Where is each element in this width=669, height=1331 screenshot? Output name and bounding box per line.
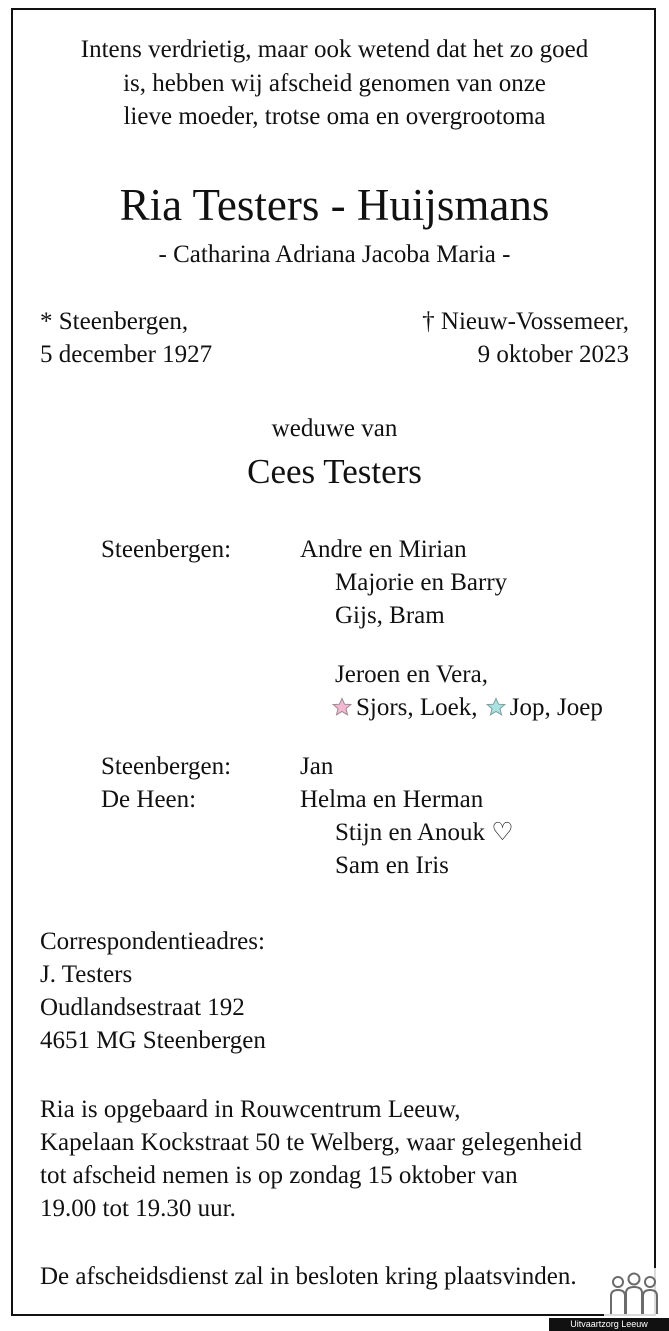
publisher-label: Uitvaartzorg Leeuw bbox=[549, 1318, 669, 1331]
viewing-line: 19.00 tot 19.30 uur. bbox=[40, 1195, 236, 1222]
intro-line: is, hebben wij afscheid genomen van onze bbox=[123, 69, 546, 97]
intro-line: lieve moeder, trotse oma en overgrootoma bbox=[123, 103, 546, 130]
family-grandchild: Jeroen en Vera, bbox=[335, 661, 488, 688]
family-grandchildren: Stijn en Anouk ♡ bbox=[335, 819, 514, 846]
viewing-line: Kapelaan Kockstraat 50 te Welberg, waar gelegenheid bbox=[40, 1129, 582, 1156]
service-line: De afscheidsdienst zal in besloten kring plaatsvinden. bbox=[40, 1263, 577, 1290]
family-child: Jan bbox=[300, 753, 334, 780]
family-children: Andre en Mirian bbox=[300, 536, 467, 563]
correspondence-label: Correspondentieadres: bbox=[40, 928, 265, 955]
correspondence-name: J. Testers bbox=[40, 961, 133, 988]
teal-star-icon bbox=[486, 697, 506, 717]
intro-line: Intens verdrietig, maar ook wetend dat het zo goed bbox=[80, 36, 589, 63]
birth-place: * Steenbergen, bbox=[40, 308, 189, 335]
family-place: Steenbergen: bbox=[101, 753, 232, 780]
pink-star-icon bbox=[332, 697, 352, 717]
great-grandchildren-a: Sjors, Loek, bbox=[356, 694, 478, 721]
intro-text bbox=[14, 33, 655, 134]
family-great-grandchildren bbox=[332, 691, 603, 724]
family-place: Steenbergen: bbox=[101, 536, 232, 563]
deceased-full-name: - Catharina Adriana Jacoba Maria - bbox=[158, 241, 511, 268]
deceased-name: Ria Testers - Huijsmans bbox=[119, 180, 550, 230]
viewing-line: Ria is opgebaard in Rouwcentrum Leeuw, bbox=[40, 1096, 461, 1123]
family-grandchildren: Gijs, Bram bbox=[335, 602, 445, 629]
birth-date: 5 december 1927 bbox=[40, 341, 213, 368]
family-grandchildren: Majorie en Barry bbox=[335, 569, 508, 596]
death-place: † Nieuw-Vossemeer, bbox=[422, 308, 629, 335]
family-place: De Heen: bbox=[101, 786, 197, 813]
husband-name: Cees Testers bbox=[247, 452, 422, 491]
family-figures-logo-icon bbox=[604, 1268, 664, 1320]
correspondence-city: 4651 MG Steenbergen bbox=[40, 1027, 266, 1054]
viewing-line: tot afscheid nemen is op zondag 15 oktober van bbox=[40, 1162, 518, 1189]
death-date: 9 oktober 2023 bbox=[477, 341, 629, 368]
family-grandchildren: Sam en Iris bbox=[335, 852, 449, 879]
correspondence-street: Oudlandsestraat 192 bbox=[40, 994, 245, 1021]
widow-label: weduwe van bbox=[271, 415, 398, 442]
family-children: Helma en Herman bbox=[300, 786, 484, 813]
great-grandchildren-b: Jop, Joep bbox=[509, 694, 603, 721]
